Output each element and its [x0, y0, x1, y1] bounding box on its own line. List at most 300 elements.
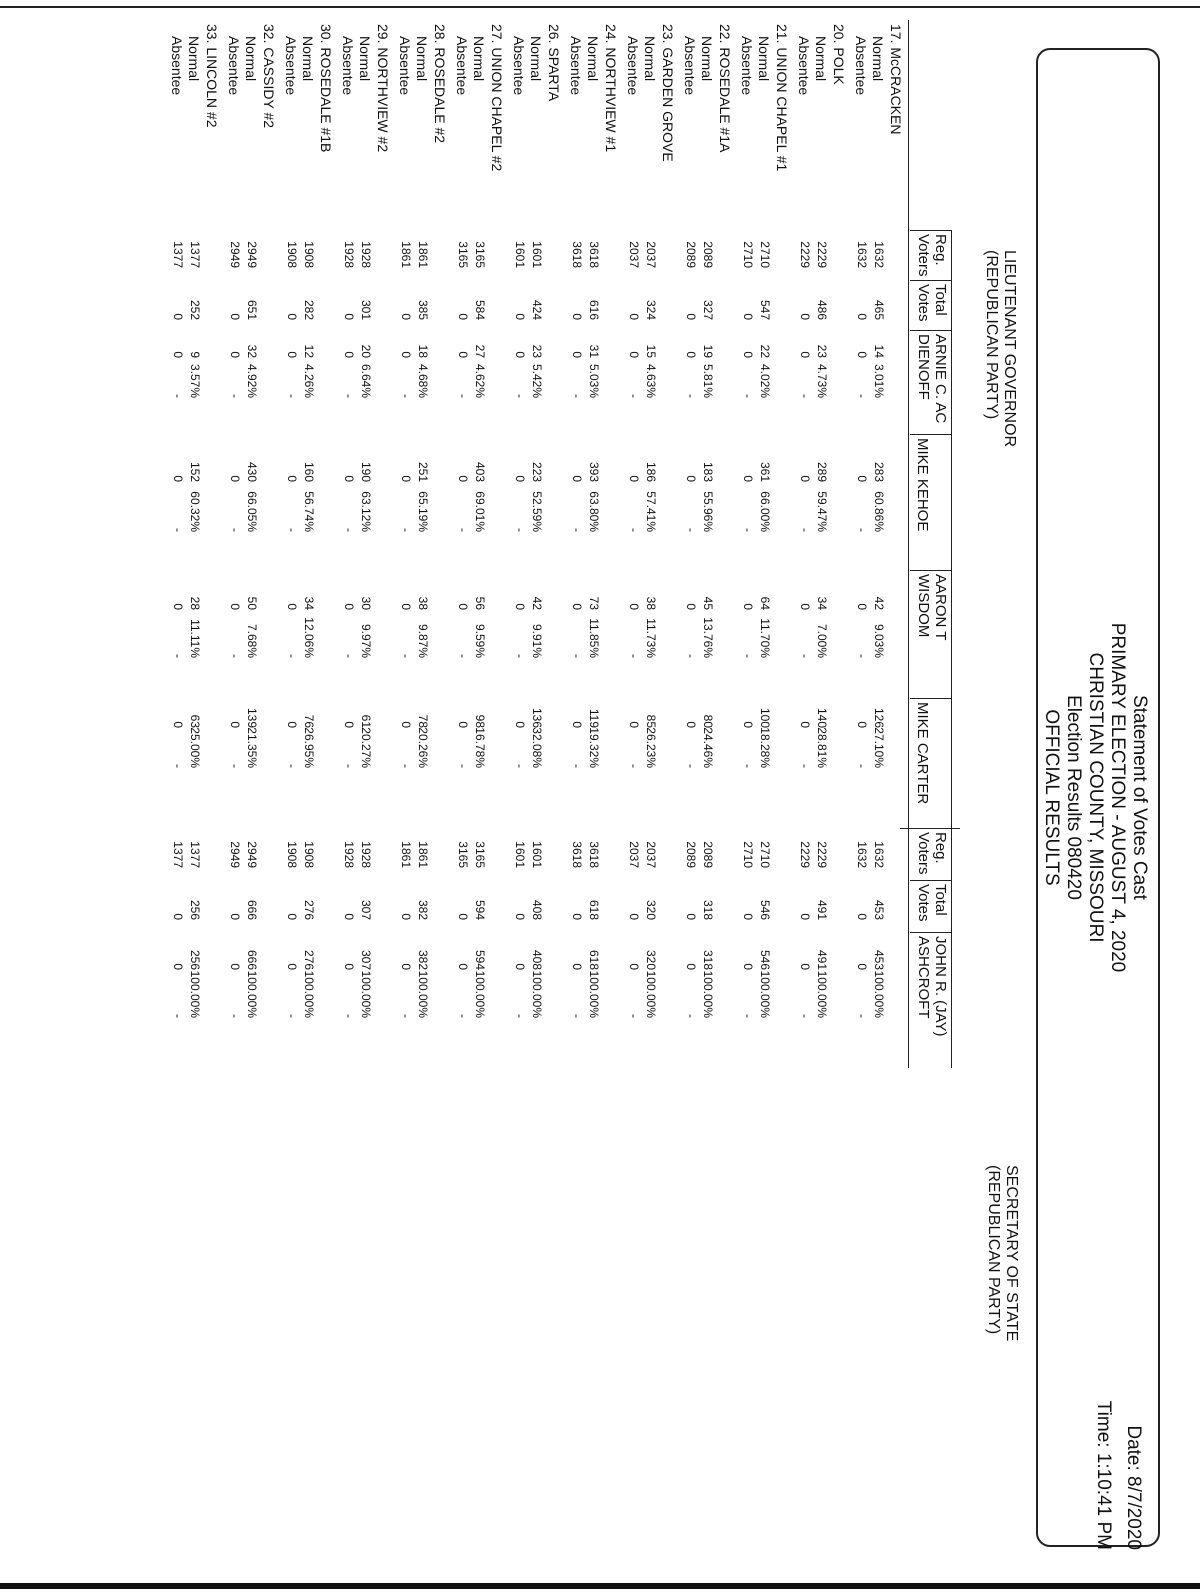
vote-cell: 1377: [171, 241, 185, 268]
vote-cell: 100.00%: [701, 970, 715, 1018]
column-header-total2: Votes: [915, 884, 932, 922]
vote-cell: 1861: [399, 241, 413, 268]
vote-cell: 2089: [701, 241, 715, 268]
vote-cell: 0: [285, 721, 299, 728]
vote-cell: 0: [285, 913, 299, 920]
vote-cell: 0: [627, 475, 641, 482]
vote-cell: 0: [570, 475, 584, 482]
report-date: Date: 8/7/2020: [1123, 1425, 1144, 1550]
vote-cell: 0: [684, 475, 698, 482]
row-label-normal: Normal: [642, 36, 658, 82]
vote-cell: 136: [530, 707, 544, 728]
vote-cell: 11.11%: [188, 619, 202, 658]
row-label-absentee: Absentee: [739, 36, 755, 96]
vote-cell: -: [456, 764, 470, 768]
vote-cell: 276: [302, 949, 316, 970]
vote-cell: 382: [416, 899, 430, 920]
precinct-name: 21. UNION CHAPEL #1: [774, 24, 790, 172]
vote-cell: 1861: [416, 841, 430, 868]
vote-cell: 1377: [171, 841, 185, 868]
row-label-normal: Normal: [186, 36, 202, 82]
column-divider: [910, 880, 952, 881]
column-header-total: Total: [932, 284, 949, 316]
vote-cell: 618: [587, 949, 601, 970]
column-divider: [910, 570, 952, 571]
vote-cell: -: [798, 394, 812, 398]
vote-cell: 0: [342, 475, 356, 482]
vote-cell: -: [627, 764, 641, 768]
vote-cell: 0: [570, 963, 584, 970]
results-name: Election Results 080420: [1063, 695, 1084, 900]
vote-cell: 186: [644, 461, 658, 482]
vote-cell: 0: [456, 913, 470, 920]
vote-cell: 0: [627, 963, 641, 970]
vote-cell: 100.00%: [416, 970, 430, 1018]
official-results: OFFICIAL RESULTS: [1041, 709, 1062, 886]
vote-cell: 0: [684, 313, 698, 320]
vote-cell: 0: [684, 721, 698, 728]
vote-cell: -: [228, 654, 242, 658]
report-time: Time: 1:10:41 PM: [1093, 1400, 1114, 1550]
vote-cell: 5.03%: [587, 363, 601, 398]
vote-cell: -: [399, 394, 413, 398]
vote-cell: 0: [798, 313, 812, 320]
vote-cell: -: [855, 528, 869, 532]
vote-cell: 0: [684, 963, 698, 970]
vote-cell: 1928: [359, 841, 373, 868]
column-divider: [910, 932, 952, 933]
row-label-absentee: Absentee: [511, 36, 527, 96]
column-header-wisdom: AARON T: [932, 574, 949, 641]
vote-cell: 5.42%: [530, 363, 544, 398]
vote-cell: 0: [171, 603, 185, 610]
header-bottom-rule: [908, 20, 909, 1068]
vote-cell: 276: [302, 899, 316, 920]
vote-cell: 60.86%: [872, 491, 886, 532]
report-title: Statement of Votes Cast: [1129, 695, 1150, 900]
vote-cell: 100.00%: [188, 970, 202, 1018]
vote-cell: 11.73%: [644, 618, 658, 658]
vote-cell: -: [171, 1014, 185, 1018]
vote-cell: 160: [302, 461, 316, 482]
vote-cell: 0: [399, 313, 413, 320]
vote-cell: 3165: [473, 241, 487, 268]
vote-cell: 0: [855, 313, 869, 320]
vote-cell: 1861: [399, 841, 413, 868]
vote-cell: -: [627, 1014, 641, 1018]
vote-cell: 0: [228, 313, 242, 320]
precinct-name: 30. ROSEDALE #1B: [318, 24, 334, 153]
vote-cell: 430: [245, 461, 259, 482]
vote-cell: 2229: [815, 241, 829, 268]
vote-cell: 27.10%: [872, 727, 886, 768]
vote-cell: -: [627, 528, 641, 532]
vote-cell: 0: [627, 313, 641, 320]
vote-cell: 1632: [855, 841, 869, 868]
vote-cell: 11.85%: [587, 618, 601, 658]
vote-cell: -: [228, 528, 242, 532]
vote-cell: 0: [342, 313, 356, 320]
vote-cell: 126: [872, 707, 886, 728]
row-label-normal: Normal: [528, 36, 544, 82]
vote-cell: 0: [456, 603, 470, 610]
vote-cell: 0: [171, 913, 185, 920]
vote-cell: 56: [473, 596, 487, 610]
vote-cell: 16.78%: [473, 727, 487, 768]
vote-cell: 32.08%: [530, 727, 544, 768]
row-label-absentee: Absentee: [397, 36, 413, 96]
vote-cell: -: [684, 528, 698, 532]
precinct-name: 32. CASSIDY #2: [261, 24, 277, 129]
vote-cell: 100.00%: [473, 970, 487, 1018]
county-name: CHRISTIAN COUNTY, MISSOURI: [1085, 652, 1106, 943]
vote-cell: 2037: [627, 841, 641, 868]
vote-cell: 491: [815, 899, 829, 920]
vote-cell: 56.74%: [302, 491, 316, 532]
vote-cell: -: [285, 394, 299, 398]
vote-cell: 0: [741, 475, 755, 482]
vote-cell: -: [741, 394, 755, 398]
vote-cell: 546: [758, 949, 772, 970]
vote-cell: 0: [399, 351, 413, 358]
vote-cell: 1861: [416, 241, 430, 268]
vote-cell: 4.02%: [758, 363, 772, 398]
vote-cell: 408: [530, 899, 544, 920]
vote-cell: -: [570, 1014, 584, 1018]
vote-cell: 7.68%: [245, 623, 259, 658]
precinct-name: 23. GARDEN GROVE: [660, 24, 676, 162]
vote-cell: -: [855, 654, 869, 658]
vote-cell: 320: [644, 949, 658, 970]
vote-cell: 0: [741, 963, 755, 970]
vote-cell: 256: [188, 949, 202, 970]
vote-cell: 34: [815, 596, 829, 610]
vote-cell: 9.59%: [473, 623, 487, 658]
vote-cell: 0: [798, 351, 812, 358]
vote-cell: 80: [701, 714, 715, 728]
vote-cell: 2710: [758, 841, 772, 868]
vote-cell: 0: [741, 721, 755, 728]
vote-cell: 0: [228, 351, 242, 358]
vote-cell: -: [342, 764, 356, 768]
vote-cell: 2089: [684, 241, 698, 268]
vote-cell: -: [798, 764, 812, 768]
vote-cell: -: [171, 394, 185, 398]
vote-cell: 100.00%: [644, 970, 658, 1018]
vote-cell: -: [570, 654, 584, 658]
vote-cell: -: [228, 764, 242, 768]
vote-cell: 0: [399, 603, 413, 610]
vote-cell: 0: [342, 351, 356, 358]
vote-cell: -: [741, 528, 755, 532]
section-title: SECRETARY OF STATE: [1003, 1165, 1020, 1342]
vote-cell: -: [399, 764, 413, 768]
column-header-dienoff: DIENOFF: [915, 334, 932, 400]
vote-cell: 393: [587, 461, 601, 482]
vote-cell: -: [570, 528, 584, 532]
precinct-name: 22. ROSEDALE #1A: [717, 24, 733, 153]
vote-cell: 12.06%: [302, 617, 316, 658]
column-header-dienoff: ARNIE C. AC: [932, 334, 949, 424]
vote-cell: 0: [741, 603, 755, 610]
vote-cell: -: [171, 764, 185, 768]
vote-cell: 0: [798, 603, 812, 610]
vote-cell: 1928: [342, 241, 356, 268]
vote-cell: 6.64%: [359, 363, 373, 398]
vote-cell: -: [513, 1014, 527, 1018]
vote-cell: 9.03%: [872, 623, 886, 658]
vote-cell: 0: [171, 475, 185, 482]
column-divider: [910, 330, 952, 331]
vote-cell: 100.00%: [815, 970, 829, 1018]
vote-cell: -: [342, 528, 356, 532]
column-header-reg2: Reg.: [932, 832, 949, 864]
vote-cell: 1908: [302, 241, 316, 268]
vote-cell: 320: [644, 899, 658, 920]
vote-cell: 100.00%: [245, 970, 259, 1018]
vote-cell: 100.00%: [872, 970, 886, 1018]
vote-cell: 2949: [228, 241, 242, 268]
vote-cell: -: [399, 528, 413, 532]
vote-cell: 3618: [570, 241, 584, 268]
vote-cell: 0: [342, 913, 356, 920]
vote-cell: 63.12%: [359, 491, 373, 532]
vote-cell: 251: [416, 461, 430, 482]
column-header-wisdom: WISDOM: [915, 574, 932, 638]
vote-cell: 0: [456, 351, 470, 358]
vote-cell: 382: [416, 949, 430, 970]
vote-cell: 547: [758, 299, 772, 320]
vote-cell: 3165: [473, 841, 487, 868]
row-label-normal: Normal: [414, 36, 430, 82]
vote-cell: -: [285, 654, 299, 658]
section-secretary-of-state: [984, 1165, 1020, 1341]
vote-cell: 100.00%: [587, 970, 601, 1018]
precinct-name: 26. SPARTA: [546, 24, 562, 102]
vote-cell: -: [513, 764, 527, 768]
vote-cell: 0: [399, 963, 413, 970]
row-label-normal: Normal: [243, 36, 259, 82]
vote-cell: 1601: [530, 841, 544, 868]
vote-cell: 616: [587, 299, 601, 320]
column-header-ashcroft: JOHN R. (JAY): [932, 936, 949, 1037]
row-label-normal: Normal: [756, 36, 772, 82]
vote-cell: 301: [359, 299, 373, 320]
vote-cell: 0: [285, 963, 299, 970]
vote-cell: 403: [473, 461, 487, 482]
vote-cell: 78: [416, 714, 430, 728]
vote-cell: 0: [570, 721, 584, 728]
vote-cell: 42: [872, 596, 886, 610]
vote-cell: 20.27%: [359, 727, 373, 768]
vote-cell: -: [285, 1014, 299, 1018]
row-label-absentee: Absentee: [568, 36, 584, 96]
precinct-name: 28. ROSEDALE #2: [432, 24, 448, 144]
vote-cell: -: [684, 764, 698, 768]
vote-cell: 50: [245, 596, 259, 610]
vote-cell: -: [342, 1014, 356, 1018]
vote-cell: 19.32%: [587, 727, 601, 768]
vote-cell: 1632: [872, 841, 886, 868]
vote-cell: 1601: [513, 841, 527, 868]
vote-cell: 100: [758, 707, 772, 728]
vote-cell: 2229: [815, 841, 829, 868]
vote-cell: -: [741, 764, 755, 768]
precinct-name: 29. NORTHVIEW #2: [375, 24, 391, 153]
vote-cell: 0: [285, 475, 299, 482]
vote-cell: 1908: [285, 841, 299, 868]
vote-cell: -: [741, 654, 755, 658]
vote-cell: 283: [872, 461, 886, 482]
vote-cell: 7.00%: [815, 623, 829, 658]
section-divider: [900, 828, 960, 829]
vote-cell: 3.01%: [872, 363, 886, 398]
vote-cell: 594: [473, 899, 487, 920]
vote-cell: -: [456, 654, 470, 658]
vote-cell: 651: [245, 299, 259, 320]
vote-cell: 5.81%: [701, 363, 715, 398]
vote-cell: 0: [627, 603, 641, 610]
vote-cell: 183: [701, 461, 715, 482]
vote-cell: 424: [530, 299, 544, 320]
vote-cell: 63.80%: [587, 491, 601, 532]
vote-cell: 0: [570, 603, 584, 610]
vote-cell: 318: [701, 899, 715, 920]
vote-cell: -: [285, 528, 299, 532]
vote-cell: 22: [758, 344, 772, 358]
vote-cell: 19: [701, 344, 715, 358]
vote-cell: -: [627, 654, 641, 658]
row-label-absentee: Absentee: [625, 36, 641, 96]
vote-cell: -: [513, 528, 527, 532]
vote-cell: 0: [684, 913, 698, 920]
vote-cell: 453: [872, 899, 886, 920]
vote-cell: -: [285, 764, 299, 768]
vote-cell: 38: [644, 596, 658, 610]
vote-cell: 18.28%: [758, 727, 772, 768]
vote-cell: 3165: [456, 841, 470, 868]
vote-cell: 0: [456, 721, 470, 728]
vote-cell: 3.57%: [188, 363, 202, 398]
column-header-total2: Total: [932, 884, 949, 916]
vote-cell: 3618: [570, 841, 584, 868]
vote-cell: 1928: [359, 241, 373, 268]
vote-cell: 31: [587, 344, 601, 358]
vote-cell: 0: [171, 313, 185, 320]
vote-cell: -: [342, 654, 356, 658]
vote-cell: 140: [815, 707, 829, 728]
column-divider: [910, 434, 952, 435]
vote-cell: 282: [302, 299, 316, 320]
vote-cell: 2949: [245, 841, 259, 868]
vote-cell: 327: [701, 299, 715, 320]
column-header-reg2: Voters: [915, 832, 932, 875]
vote-cell: -: [798, 528, 812, 532]
vote-cell: 32: [245, 344, 259, 358]
vote-cell: 0: [855, 475, 869, 482]
row-label-absentee: Absentee: [340, 36, 356, 96]
vote-cell: 27: [473, 344, 487, 358]
vote-cell: 1632: [855, 241, 869, 268]
vote-cell: 12: [302, 344, 316, 358]
column-header-reg: Voters: [915, 234, 932, 277]
section-title: LIEUTENANT GOVERNOR: [1001, 250, 1018, 448]
vote-cell: 0: [399, 913, 413, 920]
column-header-reg: Reg.: [932, 234, 949, 266]
vote-cell: 0: [342, 963, 356, 970]
vote-cell: 0: [741, 351, 755, 358]
header-rule-lt-gov: [951, 230, 952, 828]
vote-cell: 69.01%: [473, 491, 487, 532]
vote-cell: 21.35%: [245, 727, 259, 768]
vote-cell: 0: [570, 351, 584, 358]
vote-cell: 0: [399, 475, 413, 482]
section-lieutenant-governor: [982, 250, 1018, 447]
vote-cell: -: [171, 528, 185, 532]
vote-cell: 0: [513, 351, 527, 358]
vote-cell: 408: [530, 949, 544, 970]
vote-cell: 0: [741, 913, 755, 920]
precinct-name: 33. LINCOLN #2: [204, 24, 220, 128]
vote-cell: 0: [513, 721, 527, 728]
vote-cell: 2710: [758, 241, 772, 268]
vote-cell: -: [399, 654, 413, 658]
vote-cell: 24.46%: [701, 727, 715, 768]
vote-cell: 0: [513, 913, 527, 920]
row-label-normal: Normal: [585, 36, 601, 82]
vote-cell: 152: [188, 461, 202, 482]
vote-cell: 0: [741, 313, 755, 320]
vote-cell: 0: [627, 351, 641, 358]
vote-cell: -: [627, 394, 641, 398]
vote-cell: 9.87%: [416, 623, 430, 658]
vote-cell: 26.23%: [644, 727, 658, 768]
vote-cell: 0: [171, 351, 185, 358]
precinct-name: 24. NORTHVIEW #1: [603, 24, 619, 153]
vote-cell: 1632: [872, 241, 886, 268]
vote-cell: 52.59%: [530, 491, 544, 532]
vote-cell: -: [855, 764, 869, 768]
vote-cell: 0: [855, 963, 869, 970]
vote-cell: 60.32%: [188, 491, 202, 532]
vote-cell: 100.00%: [758, 970, 772, 1018]
row-label-normal: Normal: [471, 36, 487, 82]
precinct-name: 20. POLK: [831, 24, 847, 85]
vote-cell: 9.91%: [530, 623, 544, 658]
row-label-normal: Normal: [300, 36, 316, 82]
vote-cell: 666: [245, 899, 259, 920]
vote-cell: 0: [684, 351, 698, 358]
vote-cell: 385: [416, 299, 430, 320]
vote-cell: 9.97%: [359, 623, 373, 658]
vote-cell: 3618: [587, 241, 601, 268]
vote-cell: 4.63%: [644, 363, 658, 398]
vote-cell: 252: [188, 299, 202, 320]
vote-cell: 25.00%: [188, 727, 202, 768]
vote-cell: -: [456, 394, 470, 398]
vote-cell: 65.19%: [416, 491, 430, 532]
vote-cell: -: [513, 394, 527, 398]
vote-cell: 45: [701, 596, 715, 610]
vote-cell: 618: [587, 899, 601, 920]
vote-cell: 0: [456, 475, 470, 482]
column-header-ashcroft: ASHCROFT: [915, 936, 932, 1019]
vote-cell: 66.00%: [758, 491, 772, 532]
vote-cell: 0: [627, 721, 641, 728]
vote-cell: 4.92%: [245, 363, 259, 398]
vote-cell: 491: [815, 949, 829, 970]
vote-cell: 0: [855, 721, 869, 728]
